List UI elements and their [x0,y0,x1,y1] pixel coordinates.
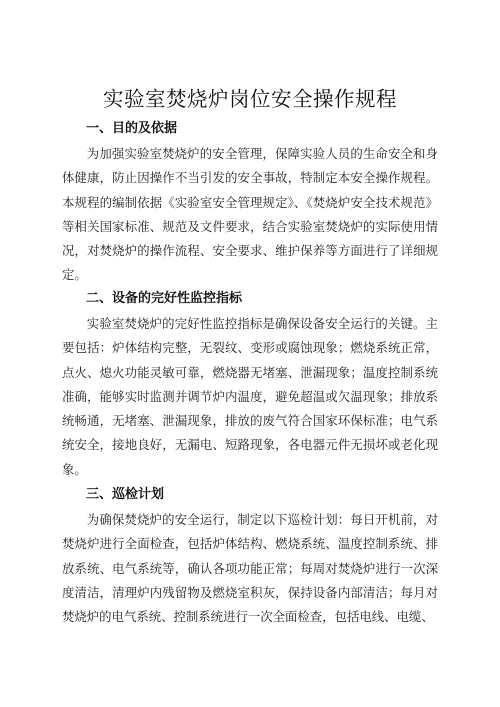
document-title: 实验室焚烧炉岗位安全操作规程 [103,87,397,111]
section-paragraph: 实验室焚烧炉的完好性监控指标是确保设备安全运行的关键。主要包括：炉体结构完整，无裂纹、变形或腐蚀现象；燃烧系统正常，点火、熄火功能灵敏可靠，燃烧器无堵塞、泄漏现象；温度控制系统准确，能够实时监测并调节炉内温度，避免超温或欠温现象；排放系统畅通，无堵塞、泄漏现象，排放的废气符合国家环保标准；电气系统安全，接地良好，无漏电、短路现象，各电器元件无损坏或老化现象。 [62,316,438,477]
section-purpose [62,120,438,288]
section-heading: 三、巡检计划 [86,487,165,502]
section-heading: 一、目的及依据 [86,121,178,136]
section-heading: 二、设备的完好性监控指标 [86,291,243,306]
section-paragraph: 为确保焚烧炉的安全运行，制定以下巡检计划：每日开机前，对焚烧炉进行全面检查，包括炉体结构、燃烧系统、温度控制系统、排放系统、电气系统等，确认各项功能正常；每周对焚烧炉进行一次深度清洁，清理炉内残留物及燃烧室积灰，保持设备内部清洁；每月对焚烧炉的电气系统、控制系统进行一次全面检查，包括电线、电缆、 [62,512,438,625]
section-monitoring-indicators [62,290,438,482]
section-inspection-plan [62,486,438,629]
section-paragraph: 为加强实验室焚烧炉的安全管理，保障实验人员的生命安全和身体健康，防止因操作不当引发的安全事故，特制定本安全操作规程。本规程的编制依据《实验室安全管理规定》、《焚烧炉安全技术规范》等相关国家标准、规范及文件要求，结合实验室焚烧炉的实际使用情况，对焚烧炉的操作流程、安全要求、维护保养等方面进行了详细规定。 [62,146,438,283]
